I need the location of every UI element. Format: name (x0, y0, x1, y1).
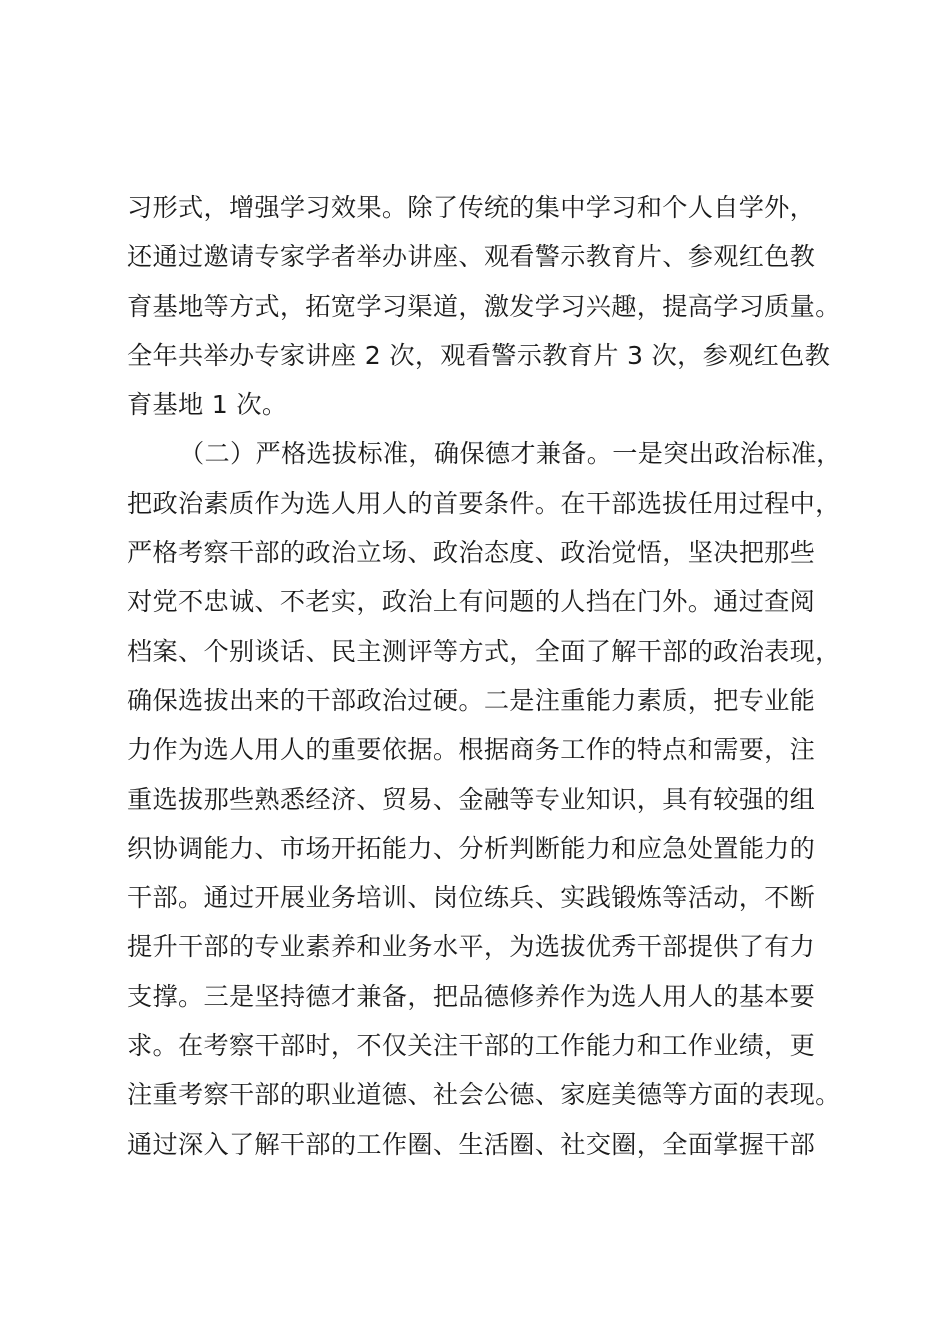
text-line: 重选拔那些熟悉经济、贸易、金融等专业知识，具有较强的组 (127, 784, 816, 814)
text-line: 织协调能力、市场开拓能力、分析判断能力和应急处置能力的 (127, 833, 816, 863)
text-line: 提升干部的专业素养和业务水平，为选拔优秀干部提供了有力 (127, 932, 816, 962)
text-line: 干部。通过开展业务培训、岗位练兵、实践锻炼等活动，不断 (127, 883, 816, 913)
text-line: 育基地 1 次。 (127, 390, 288, 420)
text-line: 全年共举办专家讲座 2 次，观看警示教育片 3 次，参观红色教 (127, 340, 831, 370)
body-text (127, 183, 847, 1169)
text-line: 力作为选人用人的重要依据。根据商务工作的特点和需要，注 (127, 735, 816, 765)
text-line: 还通过邀请专家学者举办讲座、观看警示教育片、参观红色教 (127, 242, 816, 272)
text-line: 确保选拔出来的干部政治过硬。二是注重能力素质，把专业能 (127, 685, 816, 715)
text-line: 把政治素质作为选人用人的首要条件。在干部选拔任用过程中， (127, 488, 841, 518)
text-line: 习形式，增强学习效果。除了传统的集中学习和个人自学外， (127, 193, 816, 222)
text-line: 通过深入了解干部的工作圈、生活圈、社交圈，全面掌握干部 (127, 1129, 816, 1159)
text-line: 对党不忠诚、不老实，政治上有问题的人挡在门外。通过查阅 (127, 587, 816, 617)
text-line: 求。在考察干部时，不仅关注干部的工作能力和工作业绩，更 (127, 1031, 816, 1061)
section-heading-line: （二）严格选拔标准，确保德才兼备。一是突出政治标准， (179, 439, 842, 469)
text-line: 支撑。三是坚持德才兼备，把品德修养作为选人用人的基本要 (127, 981, 816, 1011)
text-line: 严格考察干部的政治立场、政治态度、政治觉悟，坚决把那些 (127, 538, 816, 568)
text-line: 档案、个别谈话、民主测评等方式，全面了解干部的政治表现， (127, 636, 841, 666)
text-line: 注重考察干部的职业道德、社会公德、家庭美德等方面的表现。 (127, 1080, 841, 1110)
text-line: 育基地等方式，拓宽学习渠道，激发学习兴趣，提高学习质量。 (127, 291, 841, 321)
